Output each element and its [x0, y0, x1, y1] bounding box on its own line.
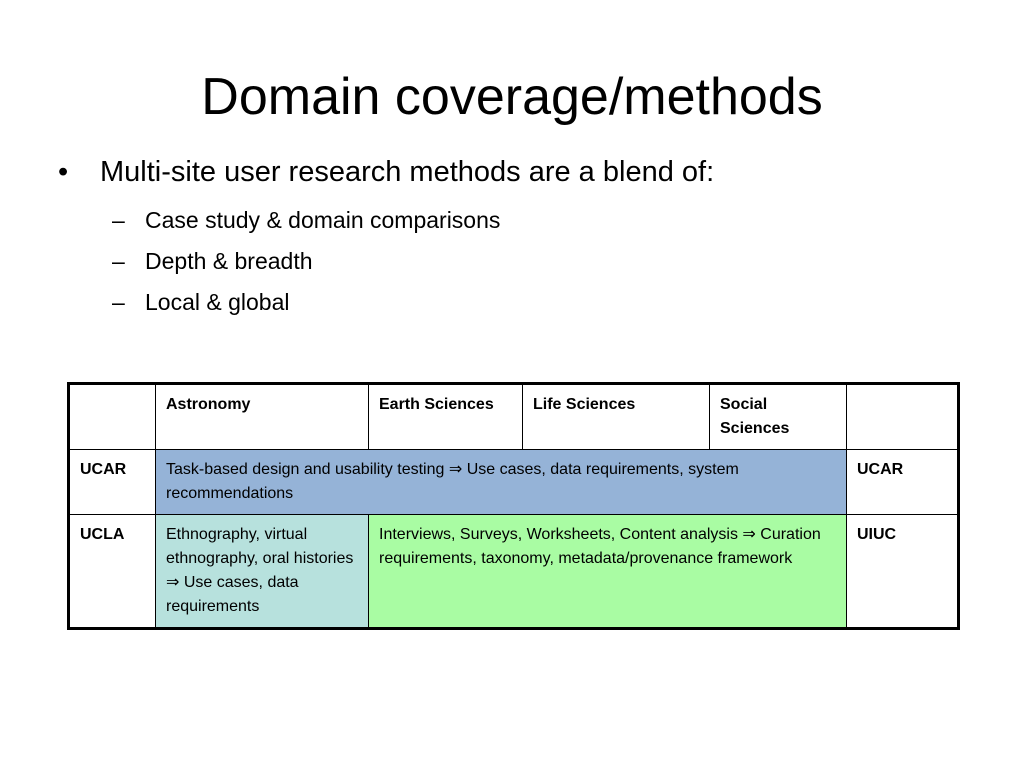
- sub-bullet-text: Depth & breadth: [145, 248, 313, 274]
- sub-bullet-item: [112, 200, 500, 241]
- row-label-uiuc: UIUC: [847, 515, 959, 629]
- header-cell-social-sciences: Social Sciences: [710, 384, 847, 450]
- header-cell-earth-sciences: Earth Sciences: [369, 384, 523, 450]
- sub-bullet-item: [112, 241, 500, 282]
- sub-bullet-list: [112, 200, 500, 323]
- ucar-methods-cell: Task-based design and usability testing ⇒ Use cases, data requirements, system recommendations: [156, 450, 847, 515]
- header-cell-empty: [69, 384, 156, 450]
- table-header-row: [69, 384, 959, 450]
- row-label-ucar: UCAR: [69, 450, 156, 515]
- header-cell-life-sciences: Life Sciences: [523, 384, 710, 450]
- sub-bullet-item: [112, 282, 500, 323]
- row-label-ucar-right: UCAR: [847, 450, 959, 515]
- slide-title: Domain coverage/methods: [201, 68, 823, 126]
- sub-bullet-text: Local & global: [145, 289, 290, 315]
- main-bullet-text: Multi-site user research methods are a blend of:: [100, 156, 715, 188]
- table-row-ucar: [69, 450, 959, 515]
- dash-marker: –: [112, 207, 125, 233]
- bullet-marker: •: [58, 156, 69, 188]
- main-bullet: [58, 152, 714, 192]
- dash-marker: –: [112, 248, 125, 274]
- header-cell-astronomy: Astronomy: [156, 384, 369, 450]
- dash-marker: –: [112, 289, 125, 315]
- table-row-ucla: [69, 515, 959, 629]
- uiuc-methods-cell: Interviews, Surveys, Worksheets, Content analysis ⇒ Curation requirements, taxonomy, metadata/provenance framework: [369, 515, 847, 629]
- header-cell-empty-right: [847, 384, 959, 450]
- sub-bullet-text: Case study & domain comparisons: [145, 207, 501, 233]
- methods-table: [67, 382, 960, 630]
- row-label-ucla: UCLA: [69, 515, 156, 629]
- ucla-astronomy-cell: Ethnography, virtual ethnography, oral histories ⇒ Use cases, data requirements: [156, 515, 369, 629]
